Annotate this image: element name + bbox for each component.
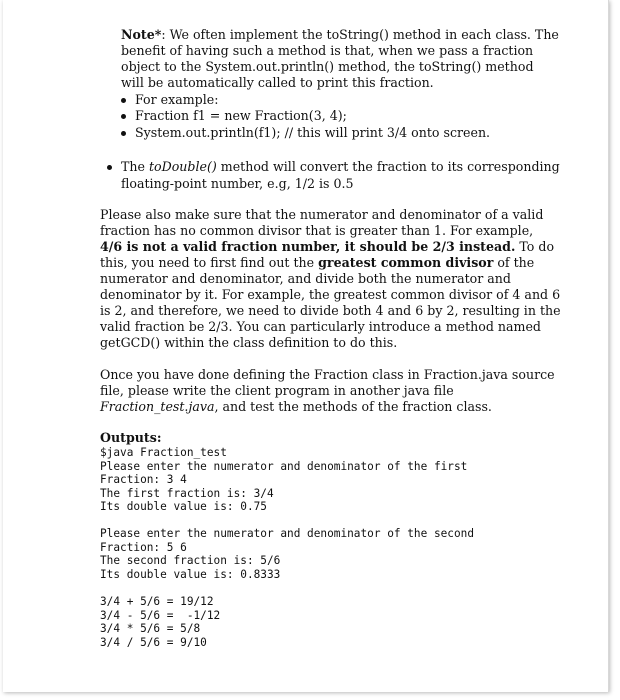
output-line: $java Fraction_test — [100, 446, 227, 459]
output-line: 3/4 * 5/6 = 5/8 — [100, 622, 201, 635]
note-line-3: object to the System.out.println() method, the toString() method — [121, 59, 534, 74]
para2-line-2: file, please write the client program in another java file — [100, 383, 454, 398]
note-line-1: Note*: We often implement the toString() method in each class. The — [121, 27, 559, 42]
output-line: Fraction: 3 4 — [100, 473, 187, 486]
para1-line-3: 4/6 is not a valid fraction number, it should be 2/3 instead. To do — [100, 239, 555, 254]
output-line: Its double value is: 0.8333 — [100, 567, 281, 581]
note-bullet-2: Fraction f1 = new Fraction(3, 4); — [135, 108, 347, 123]
bullet-dot — [107, 165, 112, 170]
output-line: Please enter the numerator and denominator of the first — [100, 459, 468, 473]
para1-line-1: Please also make sure that the numerator and denominator of a valid — [100, 207, 544, 222]
para1-line-9: getGCD() within the class definition to do this. — [100, 335, 398, 350]
todouble-line-2: floating-point number, e.g, 1/2 is 0.5 — [121, 176, 354, 191]
output-line: The first fraction is: 3/4 — [100, 486, 274, 500]
note-line-4: will be automatically called to print this fraction. — [121, 75, 434, 90]
output-line: 3/4 / 5/6 = 9/10 — [100, 635, 207, 649]
note-label: Note* — [121, 27, 162, 42]
bullet-dot — [121, 131, 126, 136]
para2-line-1: Once you have done defining the Fraction class in Fraction.java source — [100, 367, 555, 382]
output-block-3 — [100, 595, 220, 649]
para1-line-5: numerator and denominator, and divide both the numerator and — [100, 271, 511, 286]
para1-line-4: this, you need to first find out the greatest common divisor of the — [100, 255, 535, 270]
output-line: 3/4 - 5/6 = -1/12 — [100, 608, 221, 622]
output-line: Its double value is: 0.75 — [100, 500, 267, 513]
para1-line-6: denominator by it. For example, the greatest common divisor of 4 and 6 — [100, 287, 561, 302]
outputs-heading: Outputs: — [100, 430, 162, 445]
output-block-1 — [100, 446, 467, 514]
document-page — [3, 0, 609, 692]
output-line: The second fraction is: 5/6 — [100, 554, 281, 567]
para1-line-2: fraction has no common divisor that is greater than 1. For example, — [100, 223, 534, 238]
output-block-2 — [100, 527, 474, 581]
output-line: 3/4 + 5/6 = 19/12 — [100, 595, 214, 608]
note-line-2: benefit of having such a method is that, when we pass a fraction — [121, 43, 534, 58]
note-bullet-3: System.out.println(f1); // this will print 3/4 onto screen. — [135, 125, 491, 140]
para1-line-7: is 2, and therefore, we need to divide both 4 and 6 by 2, resulting in the — [100, 303, 561, 318]
note-bullet-1: For example: — [135, 92, 219, 107]
bullet-dot — [121, 114, 126, 119]
para2-line-3: Fraction_test.java, and test the methods of the fraction class. — [100, 399, 492, 414]
bullet-dot — [121, 98, 126, 103]
output-line: Fraction: 5 6 — [100, 540, 187, 554]
output-line: Please enter the numerator and denominator of the second — [100, 527, 475, 540]
para1-line-8: valid fraction be 2/3. You can particularly introduce a method named — [100, 319, 541, 334]
todouble-line-1: The toDouble() method will convert the fraction to its corresponding — [121, 159, 560, 174]
